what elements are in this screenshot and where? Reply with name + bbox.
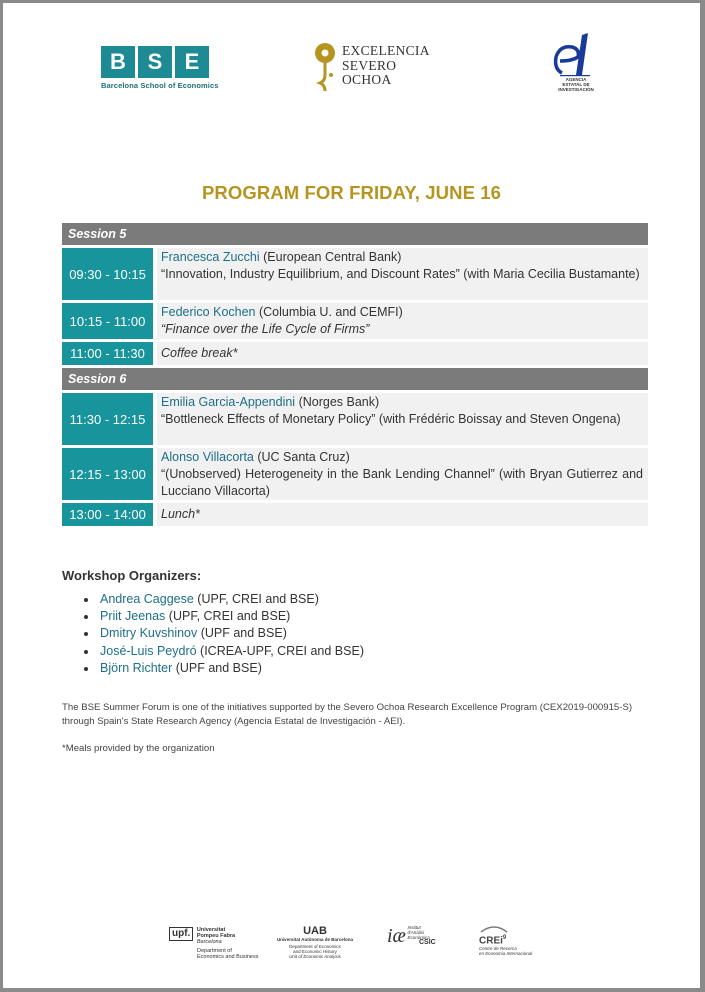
time-slot: 11:00 - 11:30 — [62, 342, 153, 365]
speaker-name: Federico Kochen — [161, 305, 256, 319]
talk-title: “(Unobserved) Heterogeneity in the Bank Lending Channel” (with Bryan Gutierrez and Lucciano Villacorta) — [161, 467, 643, 498]
organizer-affiliation: (UPF, CREI and BSE) — [193, 592, 319, 606]
program-row — [62, 503, 648, 526]
program-row — [62, 303, 648, 339]
organizer-item — [98, 660, 364, 677]
crei-mark: CREi — [479, 935, 503, 947]
upf-dept: Department of — [197, 947, 232, 954]
program-row — [62, 448, 648, 500]
break-details — [157, 503, 648, 526]
program-row — [62, 248, 648, 300]
organizer-item — [98, 608, 364, 625]
break-label: Lunch* — [161, 506, 200, 521]
talk-details — [157, 393, 648, 445]
uab-mark: UAB — [303, 925, 327, 937]
speaker-name: Francesca Zucchi — [161, 250, 260, 264]
iae-line: d'Anàlisi — [407, 930, 425, 935]
support-note: The BSE Summer Forum is one of the initiatives supported by the Severo Ochoa Research Excellence Program (CEX2019-000915-S) through Spain's State Research Agency (Agencia Estatal de Investigación - AEI). — [62, 702, 633, 727]
bse-letter-s: S — [138, 46, 172, 78]
organizer-item — [98, 625, 364, 642]
meals-note: *Meals provided by the organization — [62, 743, 215, 754]
organizer-name: Björn Richter — [100, 660, 173, 675]
upf-mark: upf. — [169, 927, 193, 941]
uab-dept: Department of Economics — [289, 944, 341, 949]
time-slot: 12:15 - 13:00 — [62, 448, 153, 500]
crei-arc-icon — [479, 925, 509, 933]
time-slot: 13:00 - 14:00 — [62, 503, 153, 526]
severo-ochoa-text — [342, 44, 430, 88]
organizers-list — [81, 591, 364, 677]
iae-line: Institut — [407, 925, 421, 930]
program-table — [62, 223, 648, 529]
talk-title: “Finance over the Life Cycle of Firms” — [161, 322, 370, 336]
iae-logo — [387, 925, 447, 946]
crei-logo: CREi$^9$ Centre de Recerca en Economia Internacional — [479, 925, 549, 956]
organizers-title: Workshop Organizers: — [62, 568, 202, 583]
upf-line: Pompeu Fabra — [196, 933, 236, 940]
upf-line: Barcelona — [196, 939, 222, 946]
severo-ochoa-line: EXCELENCIA — [342, 43, 430, 58]
severo-ochoa-line: OCHOA — [342, 72, 392, 87]
program-row — [62, 393, 648, 445]
bse-logo — [101, 46, 219, 94]
speaker-affiliation: (UC Santa Cruz) — [253, 450, 350, 464]
talk-details — [157, 448, 648, 500]
aei-text — [551, 77, 601, 93]
footer-logos — [3, 921, 700, 971]
crei-line: en Economia Internacional — [479, 951, 533, 957]
upf-dept: Economics and Business — [197, 953, 259, 960]
page-title: PROGRAM FOR FRIDAY, JUNE 16 — [201, 182, 502, 203]
severo-ochoa-emblem-icon — [312, 41, 338, 93]
organizer-affiliation: (UPF, CREI and BSE) — [165, 609, 291, 624]
organizer-name: Priit Jeenas — [100, 609, 166, 624]
time-slot: 11:30 - 12:15 — [62, 393, 153, 445]
organizer-affiliation: (UPF and BSE) — [172, 660, 262, 675]
speaker-affiliation: (European Central Bank) — [259, 250, 402, 264]
talk-details — [157, 248, 648, 300]
organizer-item — [98, 643, 364, 660]
uab-line: Universitat Autònoma de Barcelona — [276, 937, 354, 942]
bse-letter-b: B — [101, 46, 135, 78]
document-page — [3, 3, 700, 988]
crei-line: Centre de Recerca — [479, 946, 517, 952]
severo-ochoa-line: SEVERO — [342, 57, 397, 73]
program-row — [62, 342, 648, 365]
aei-line: AGENCIA — [565, 77, 587, 82]
time-slot: 10:15 - 11:00 — [62, 303, 153, 339]
organizer-item — [98, 591, 364, 608]
organizer-name: Dmitry Kuvshinov — [100, 626, 198, 641]
time-slot: 09:30 - 10:15 — [62, 248, 153, 300]
aei-line: ESTATAL DE — [562, 82, 590, 88]
severo-ochoa-logo — [312, 39, 442, 95]
talk-details — [157, 303, 648, 339]
iae-sub: CSIC — [419, 939, 436, 946]
talk-title: “Innovation, Industry Equilibrium, and Discount Rates” (with Maria Cecilia Bustamante) — [161, 267, 640, 281]
uab-dept: and Economic History — [293, 949, 337, 955]
uab-logo — [275, 925, 355, 960]
talk-title: “Bottleneck Effects of Monetary Policy” (with Frédéric Boissay and Steven Ongena) — [161, 412, 621, 426]
organizer-name: Andrea Caggese — [100, 592, 194, 606]
speaker-name: Emilia Garcia-Appendini — [161, 395, 296, 409]
organizer-affiliation: (UPF and BSE) — [197, 626, 287, 641]
session-6-header: Session 6 — [62, 368, 648, 390]
upf-logo — [169, 927, 259, 960]
bse-subtitle: Barcelona School of Economics — [101, 81, 219, 90]
aei-line: INVESTIGACIÓN — [558, 87, 594, 93]
uab-dept: Unit of Economic Analysis — [289, 954, 341, 960]
speaker-name: Alonso Villacorta — [161, 450, 254, 464]
bse-letter-e: E — [175, 46, 209, 78]
organizer-name: José-Luis Peydró — [100, 643, 197, 658]
speaker-affiliation: (Norges Bank) — [295, 395, 380, 409]
break-details — [157, 342, 648, 365]
iae-mark: iæ — [387, 925, 406, 947]
upf-line: Universitat — [196, 927, 226, 933]
iae-line: Econòmica — [407, 935, 430, 940]
session-5-header: Session 5 — [62, 223, 648, 245]
break-label: Coffee break* — [161, 345, 238, 360]
speaker-affiliation: (Columbia U. and CEMFI) — [255, 305, 403, 319]
organizer-affiliation: (ICREA-UPF, CREI and BSE) — [196, 643, 364, 658]
